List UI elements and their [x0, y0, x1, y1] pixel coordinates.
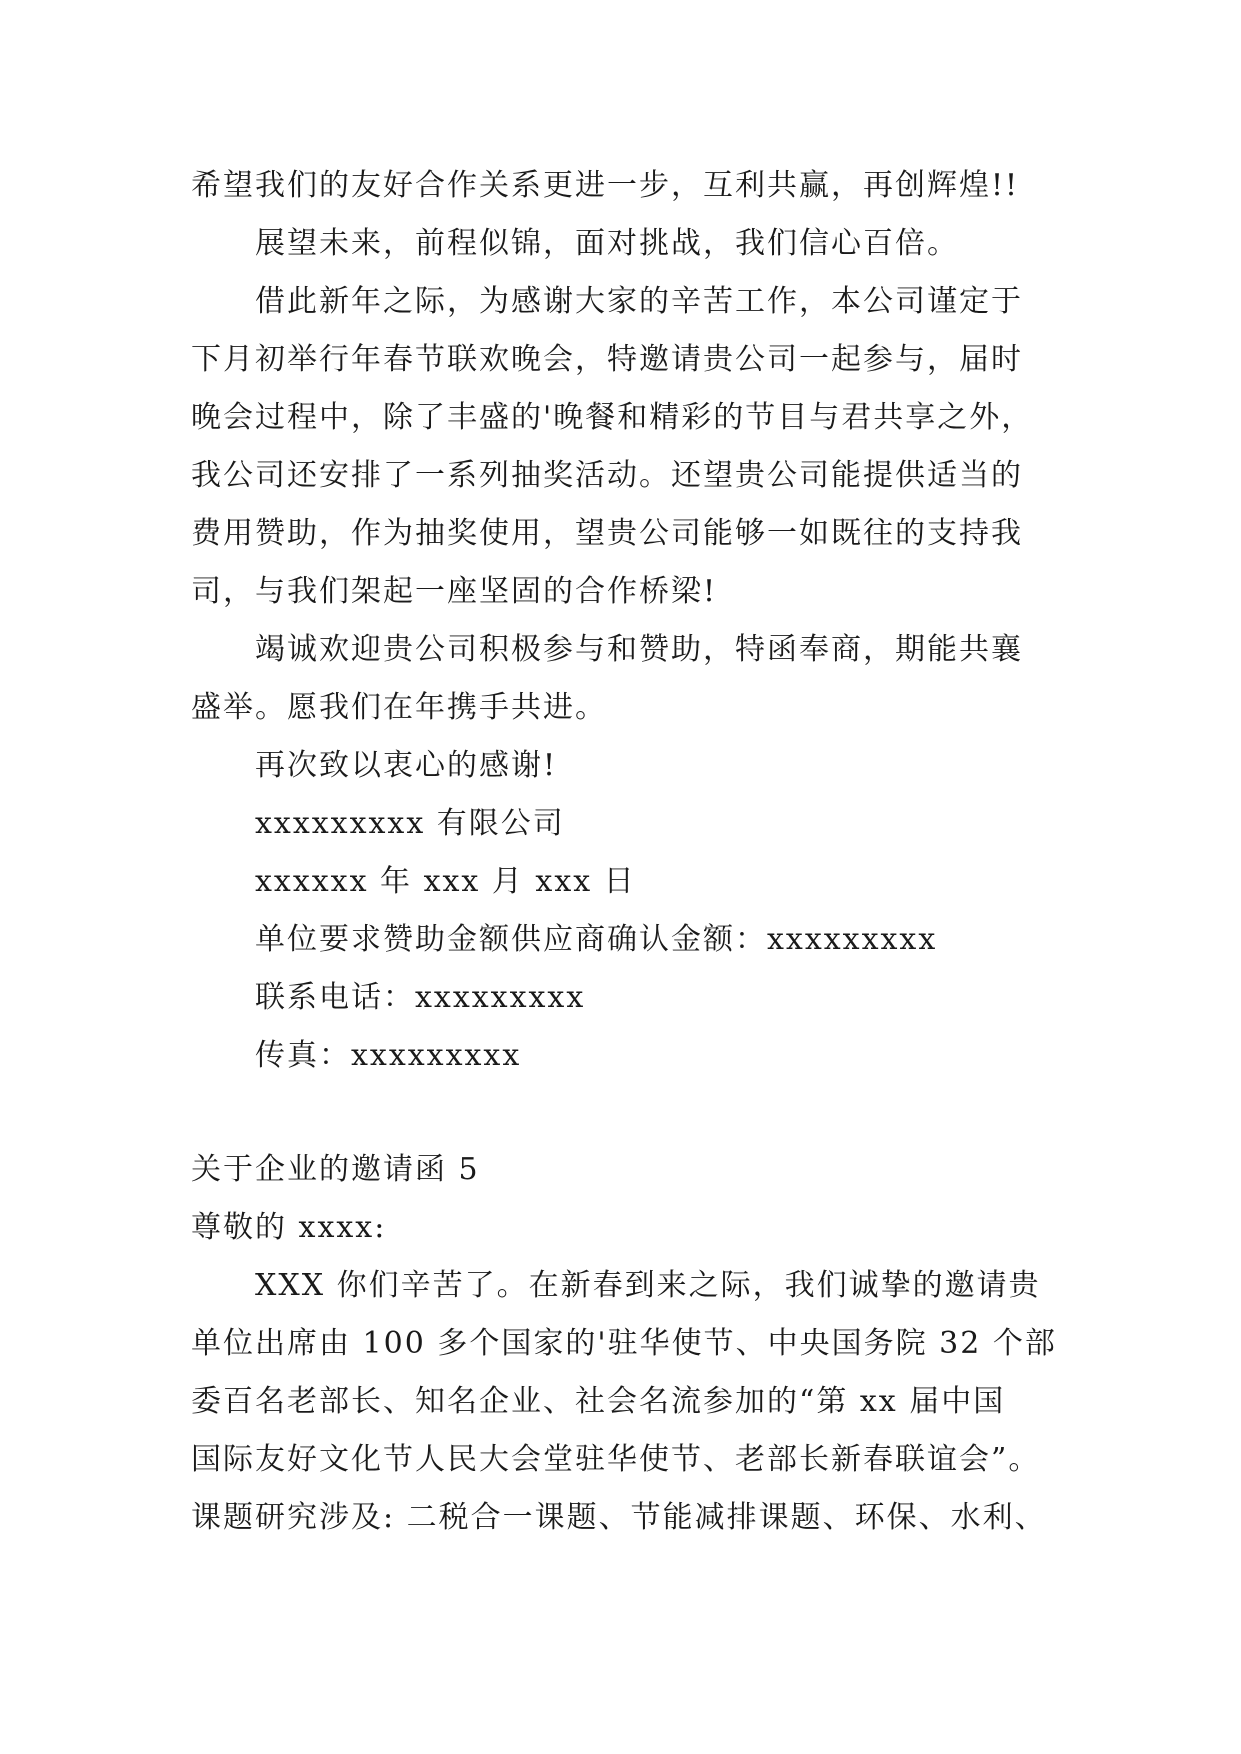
closing-line: 再次致以衷心的感谢!	[255, 748, 558, 783]
paragraph-line: 下月初举行年春节联欢晚会，特邀请贵公司一起参与，届时	[191, 342, 1023, 377]
paragraph-line: 借此新年之际，为感谢大家的辛苦工作，本公司谨定于	[255, 284, 1023, 319]
date-line: xxxxxx 年 xxx 月 xxx 日	[255, 864, 636, 899]
paragraph-line: 展望未来，前程似锦，面对挑战，我们信心百倍。	[255, 226, 959, 261]
paragraph-line: 单位出席由 100 多个国家的'驻华使节、中央国务院 32 个部	[191, 1326, 1057, 1361]
fax-line: 传真：xxxxxxxxx	[255, 1038, 522, 1073]
paragraph-line: 委百名老部长、知名企业、社会名流参加的“第 xx 届中国	[191, 1384, 1006, 1419]
section-title: 关于企业的邀请函 5	[191, 1152, 480, 1187]
company-name: xxxxxxxxx 有限公司	[255, 806, 565, 841]
paragraph-line: 晚会过程中，除了丰盛的'晚餐和精彩的节目与君共享之外，	[191, 400, 1034, 435]
salutation: 尊敬的 xxxx:	[191, 1210, 387, 1245]
paragraph-line: 竭诚欢迎贵公司积极参与和赞助，特函奉商，期能共襄	[255, 632, 1023, 667]
phone-line: 联系电话：xxxxxxxxx	[255, 980, 586, 1015]
paragraph-line: 费用赞助，作为抽奖使用，望贵公司能够一如既往的支持我	[191, 516, 1023, 551]
paragraph-line: 我公司还安排了一系列抽奖活动。还望贵公司能提供适当的	[191, 458, 1023, 493]
paragraph-line: 国际友好文化节人民大会堂驻华使节、老部长新春联谊会”。	[191, 1442, 1041, 1477]
paragraph-line: 希望我们的友好合作关系更进一步，互利共赢，再创辉煌!!	[191, 168, 1020, 203]
sponsor-amount-line: 单位要求赞助金额供应商确认金额：xxxxxxxxx	[255, 922, 938, 957]
paragraph-line: 盛举。愿我们在年携手共进。	[191, 690, 607, 725]
paragraph-line: XXX 你们辛苦了。在新春到来之际，我们诚挚的邀请贵	[255, 1268, 1041, 1303]
paragraph-line: 课题研究涉及: 二税合一课题、节能减排课题、环保、水利、	[191, 1500, 1047, 1535]
paragraph-line: 司，与我们架起一座坚固的合作桥梁!	[191, 574, 718, 609]
